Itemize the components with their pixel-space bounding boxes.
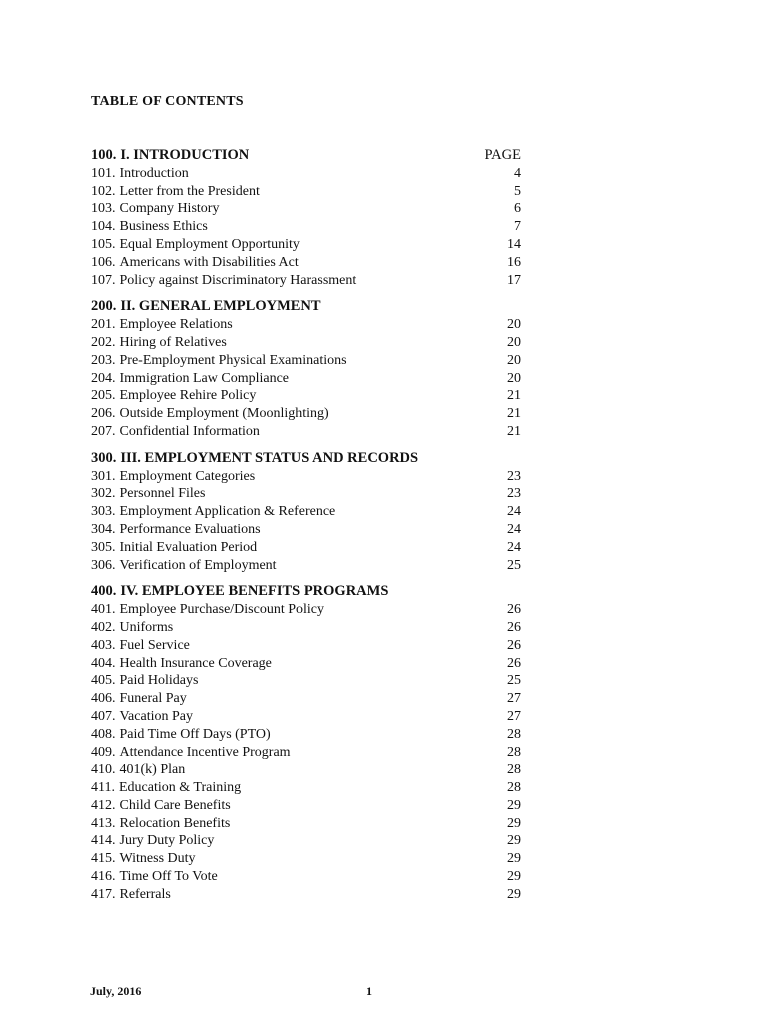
entry-title: Attendance Incentive Program [119, 744, 291, 760]
toc-entry [91, 744, 521, 762]
toc-entry [91, 316, 521, 334]
entry-page-number: 28 [507, 744, 521, 760]
toc-entry [91, 815, 521, 833]
toc-section [91, 298, 521, 440]
entry-page-number: 26 [507, 655, 521, 671]
entry-page-number: 27 [507, 708, 521, 724]
toc-entry [91, 690, 521, 708]
section-title: I. INTRODUCTION [120, 147, 250, 163]
entry-number: 417. [91, 886, 116, 902]
entry-page-number: 25 [507, 557, 521, 573]
entry-page-number: 28 [507, 762, 521, 778]
toc-entry [91, 236, 521, 254]
entry-title: Business Ethics [119, 219, 208, 235]
entry-number: 414. [91, 833, 116, 849]
toc-entry [91, 485, 521, 503]
entry-page-number: 23 [507, 468, 521, 484]
entry-number: 306. [91, 557, 116, 573]
entry-number: 409. [91, 744, 116, 760]
section-title: III. EMPLOYMENT STATUS AND RECORDS [120, 449, 419, 466]
entry-title: Employee Purchase/Discount Policy [119, 602, 325, 618]
entry-number: 405. [91, 673, 116, 689]
entry-title: Referrals [119, 886, 171, 902]
entry-number: 201. [91, 317, 116, 333]
entry-number: 303. [91, 504, 116, 520]
entry-title: Initial Evaluation Period [119, 539, 258, 555]
toc-section [91, 583, 521, 903]
toc-entry [91, 672, 521, 690]
section-heading [91, 450, 521, 468]
entry-number: 412. [91, 797, 116, 813]
footer-page-number: 1 [366, 984, 372, 998]
entry-number: 402. [91, 619, 116, 635]
entry-number: 207. [91, 423, 116, 439]
entry-page-number: 7 [514, 219, 521, 235]
entry-title: Vacation Pay [119, 708, 193, 724]
entry-number: 206. [91, 406, 116, 422]
toc-entry [91, 761, 521, 779]
entry-title: Performance Evaluations [119, 521, 261, 537]
toc-entry [91, 637, 521, 655]
entry-page-number: 20 [507, 317, 521, 333]
entry-title: Funeral Pay [119, 691, 187, 707]
entry-title: Personnel Files [119, 486, 206, 502]
entry-page-number: 6 [514, 201, 521, 217]
toc-entry [91, 334, 521, 352]
entry-title: Verification of Employment [119, 557, 277, 573]
entry-number: 202. [91, 334, 116, 350]
toc-entry [91, 726, 521, 744]
entry-number: 106. [91, 254, 116, 270]
entry-number: 403. [91, 637, 116, 653]
table-of-contents [91, 147, 521, 913]
entry-title: Employee Relations [119, 317, 233, 333]
entry-page-number: 14 [507, 236, 521, 252]
entry-title: Employment Application & Reference [119, 504, 336, 520]
toc-entry [91, 655, 521, 673]
entry-number: 107. [91, 272, 116, 288]
entry-number: 203. [91, 352, 116, 368]
entry-number: 204. [91, 370, 116, 386]
entry-page-number: 17 [507, 272, 521, 288]
entry-page-number: 26 [507, 619, 521, 635]
entry-title: Policy against Discriminatory Harassment [119, 272, 357, 288]
entry-page-number: 20 [507, 352, 521, 368]
entry-title: 401(k) Plan [119, 762, 186, 778]
toc-entry [91, 868, 521, 886]
toc-entry [91, 468, 521, 486]
section-title: II. GENERAL EMPLOYMENT [120, 298, 321, 315]
entry-number: 415. [91, 851, 116, 867]
entry-number: 411. [91, 780, 115, 796]
entry-number: 413. [91, 815, 116, 831]
entry-number: 205. [91, 388, 116, 404]
entry-title: Jury Duty Policy [119, 833, 215, 849]
entry-number: 102. [91, 183, 116, 199]
entry-page-number: 24 [507, 504, 521, 520]
entry-page-number: 29 [507, 833, 521, 849]
entry-page-number: 28 [507, 780, 521, 796]
entry-number: 406. [91, 691, 116, 707]
entry-number: 404. [91, 655, 116, 671]
entry-page-number: 29 [507, 797, 521, 813]
section-number: 100. [91, 147, 117, 163]
toc-entry [91, 601, 521, 619]
toc-entry [91, 272, 521, 290]
toc-entry [91, 832, 521, 850]
entry-title: Confidential Information [119, 423, 260, 439]
section-number: 300. [91, 449, 117, 466]
entry-number: 104. [91, 219, 116, 235]
toc-entry [91, 521, 521, 539]
entry-number: 305. [91, 539, 116, 555]
toc-entry [91, 619, 521, 637]
entry-title: Employee Rehire Policy [119, 388, 257, 404]
entry-page-number: 23 [507, 486, 521, 502]
entry-page-number: 25 [507, 673, 521, 689]
toc-entry [91, 503, 521, 521]
entry-title: Americans with Disabilities Act [119, 254, 299, 270]
page-column-label: PAGE [484, 147, 521, 163]
entry-number: 410. [91, 762, 116, 778]
entry-number: 416. [91, 869, 116, 885]
entry-title: Pre-Employment Physical Examinations [119, 352, 347, 368]
footer-date: July, 2016 [90, 984, 142, 998]
entry-page-number: 4 [514, 165, 521, 181]
entry-title: Outside Employment (Moonlighting) [119, 406, 329, 422]
entry-page-number: 24 [507, 539, 521, 555]
entry-page-number: 20 [507, 334, 521, 350]
entry-number: 302. [91, 486, 116, 502]
entry-page-number: 29 [507, 869, 521, 885]
toc-entry [91, 779, 521, 797]
entry-page-number: 27 [507, 691, 521, 707]
entry-page-number: 21 [507, 388, 521, 404]
entry-title: Education & Training [118, 780, 242, 796]
page-title: TABLE OF CONTENTS [91, 94, 244, 109]
toc-entry [91, 165, 521, 183]
section-number: 200. [91, 298, 117, 315]
entry-page-number: 21 [507, 423, 521, 439]
toc-entry [91, 405, 521, 423]
entry-title: Hiring of Relatives [119, 334, 227, 350]
entry-title: Time Off To Vote [119, 869, 218, 885]
toc-entry [91, 200, 521, 218]
toc-entry [91, 850, 521, 868]
section-title: IV. EMPLOYEE BENEFITS PROGRAMS [120, 583, 389, 600]
entry-page-number: 29 [507, 815, 521, 831]
entry-page-number: 26 [507, 637, 521, 653]
toc-entry [91, 254, 521, 272]
toc-entry [91, 387, 521, 405]
toc-entry [91, 183, 521, 201]
entry-number: 103. [91, 201, 116, 217]
section-heading [91, 298, 521, 316]
toc-entry [91, 539, 521, 557]
section-heading [91, 583, 521, 601]
entry-page-number: 24 [507, 521, 521, 537]
entry-number: 304. [91, 521, 116, 537]
entry-title: Company History [119, 201, 220, 217]
section-number: 400. [91, 583, 117, 600]
entry-number: 408. [91, 726, 116, 742]
toc-entry [91, 423, 521, 441]
toc-section [91, 147, 521, 289]
toc-entry [91, 797, 521, 815]
entry-title: Paid Time Off Days (PTO) [119, 726, 271, 742]
toc-entry [91, 218, 521, 236]
entry-page-number: 26 [507, 602, 521, 618]
entry-number: 101. [91, 165, 116, 181]
entry-page-number: 16 [507, 254, 521, 270]
toc-entry [91, 352, 521, 370]
toc-section [91, 450, 521, 575]
entry-title: Immigration Law Compliance [119, 370, 290, 386]
toc-entry [91, 370, 521, 388]
entry-title: Relocation Benefits [119, 815, 231, 831]
entry-title: Witness Duty [119, 851, 196, 867]
entry-number: 401. [91, 602, 116, 618]
entry-number: 407. [91, 708, 116, 724]
section-heading [91, 147, 521, 165]
entry-page-number: 29 [507, 886, 521, 902]
entry-page-number: 21 [507, 406, 521, 422]
toc-entry [91, 557, 521, 575]
entry-title: Equal Employment Opportunity [119, 236, 300, 252]
entry-title: Paid Holidays [119, 673, 199, 689]
entry-page-number: 5 [514, 183, 521, 199]
entry-page-number: 29 [507, 851, 521, 867]
toc-entry [91, 708, 521, 726]
entry-number: 105. [91, 236, 116, 252]
entry-title: Fuel Service [119, 637, 190, 653]
entry-page-number: 20 [507, 370, 521, 386]
entry-title: Letter from the President [119, 183, 260, 199]
entry-page-number: 28 [507, 726, 521, 742]
toc-entry [91, 886, 521, 904]
entry-title: Employment Categories [119, 468, 256, 484]
entry-title: Health Insurance Coverage [119, 655, 272, 671]
entry-title: Child Care Benefits [119, 797, 231, 813]
entry-number: 301. [91, 468, 116, 484]
entry-title: Uniforms [119, 619, 174, 635]
entry-title: Introduction [119, 165, 189, 181]
